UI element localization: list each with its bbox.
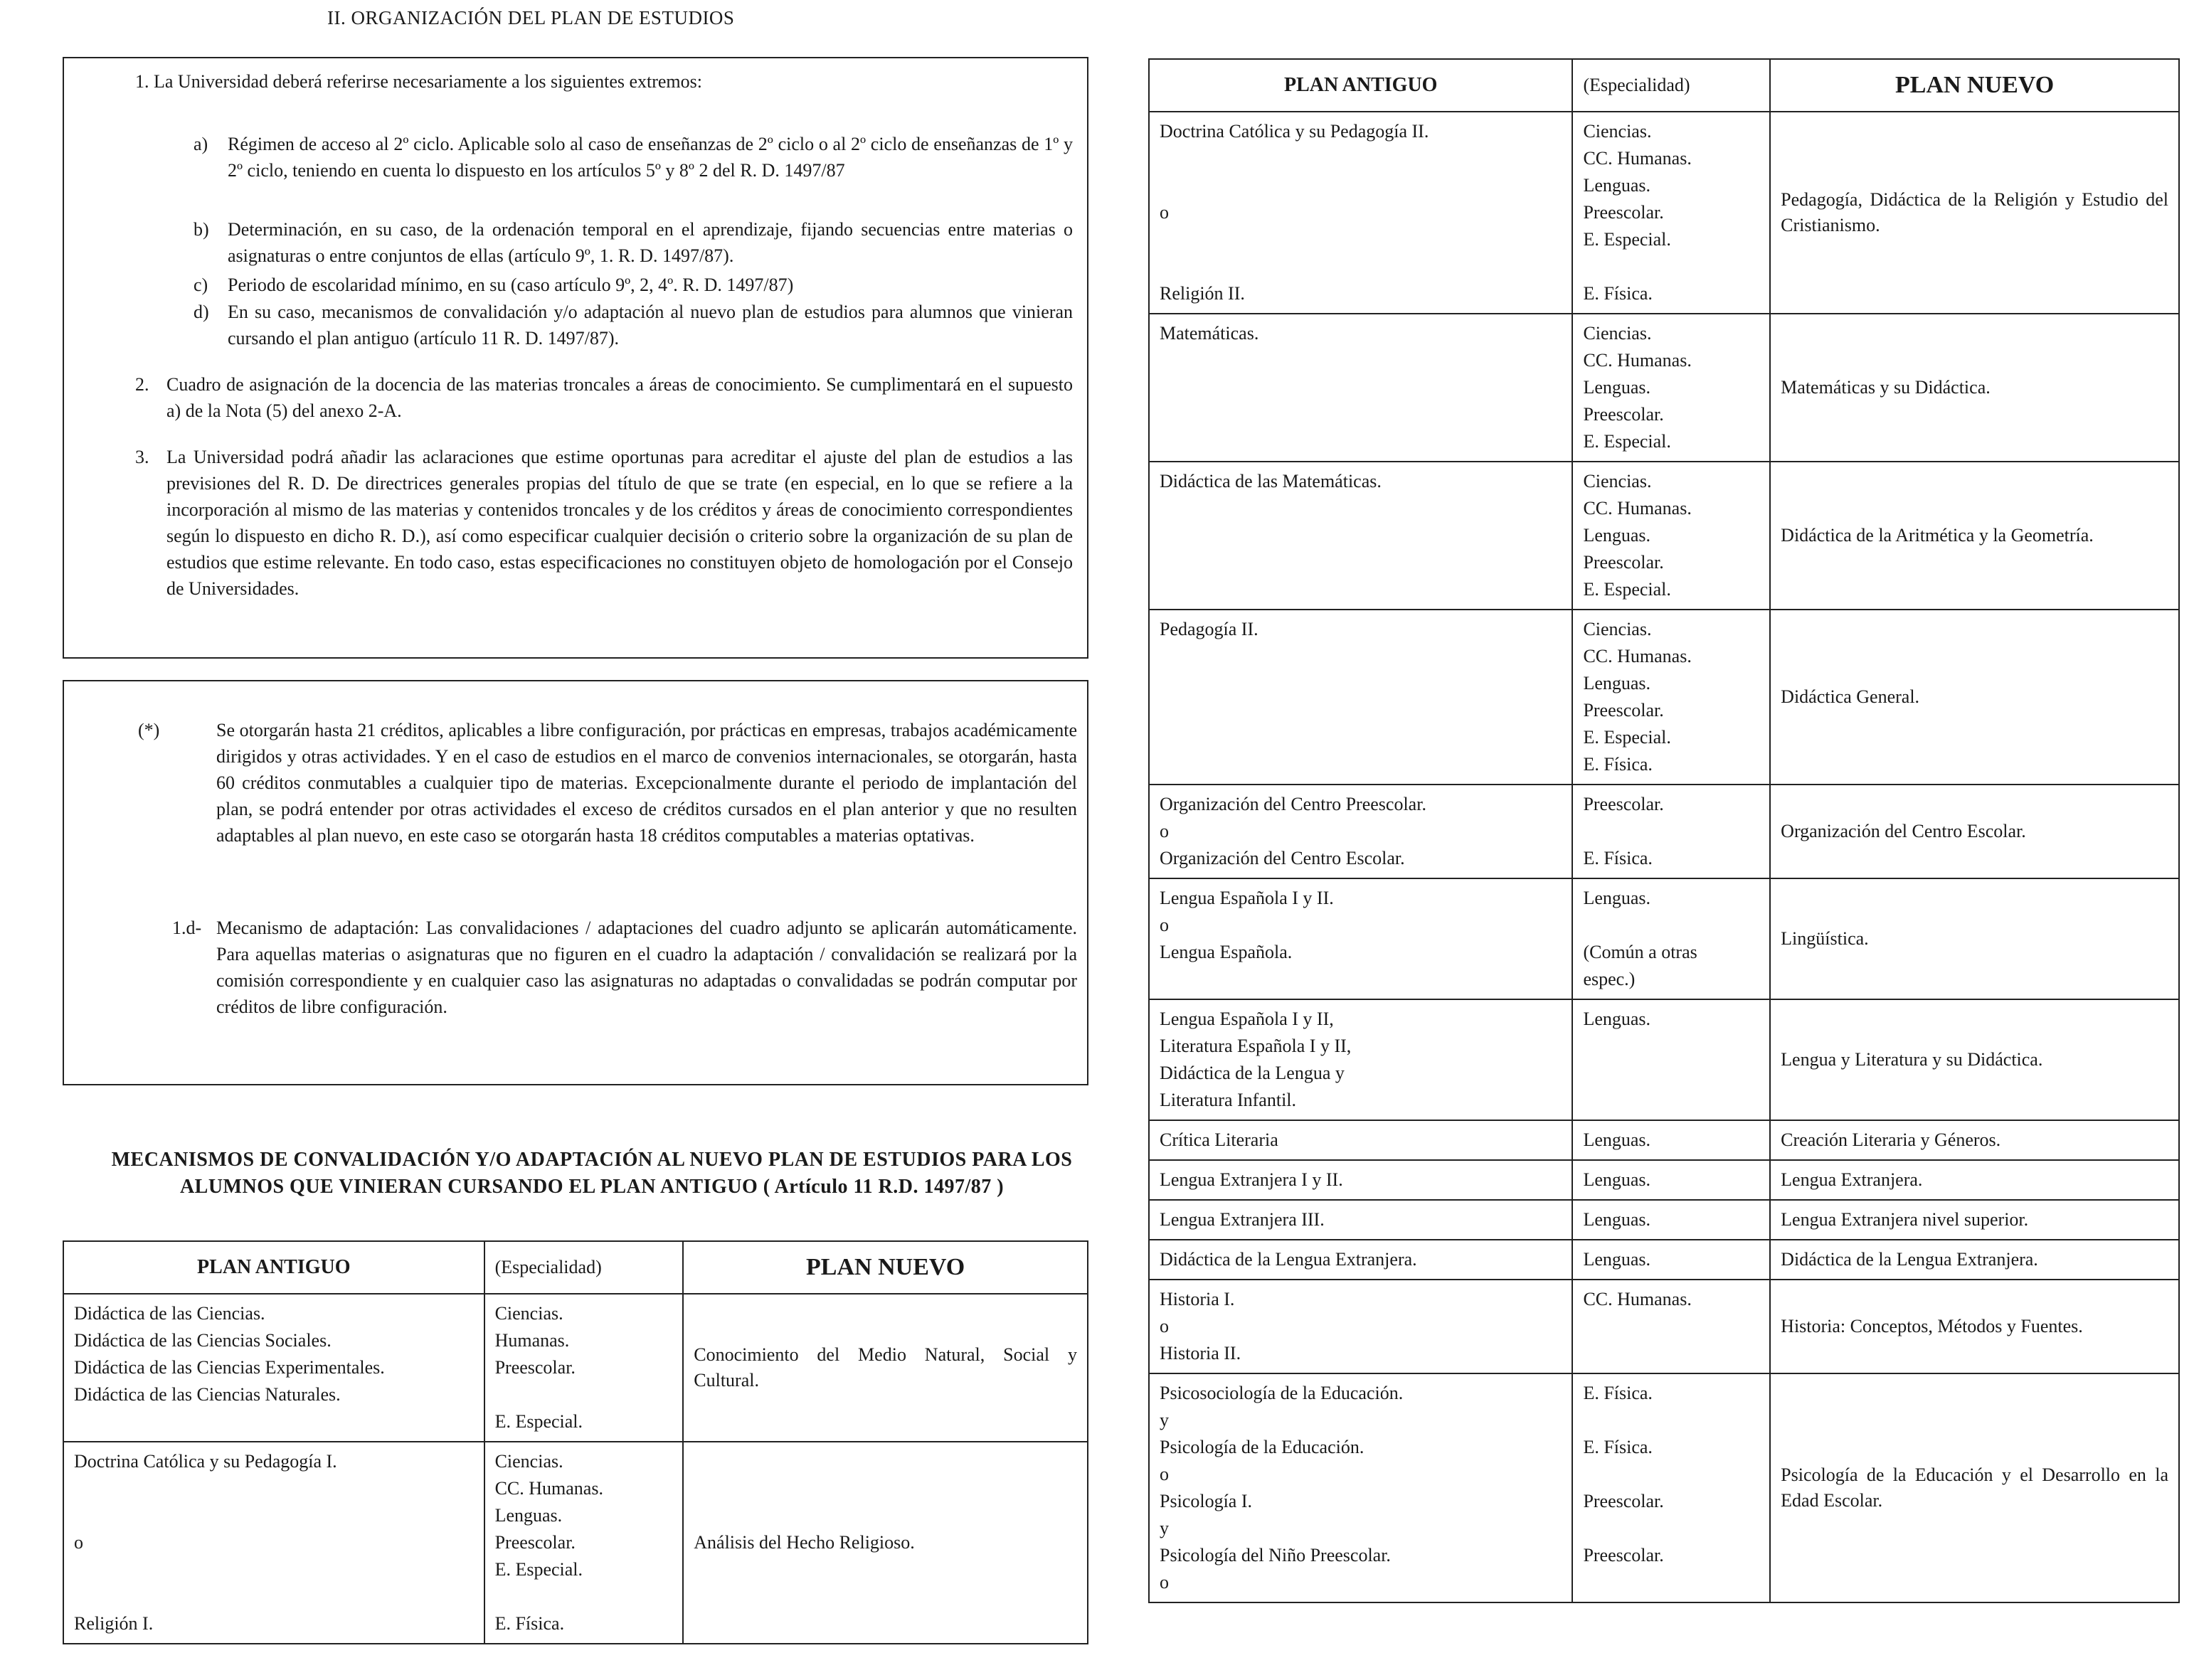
- subject-line: Didáctica de la Lengua Extranjera.: [1160, 1249, 1417, 1270]
- subject-line: Didáctica de la Lengua y: [1160, 1063, 1345, 1083]
- left-adaptation-table: [63, 1240, 1088, 1644]
- specialty-line: CC. Humanas.: [1583, 350, 1692, 371]
- especialidad-cell: [1572, 1373, 1770, 1602]
- new-subject: Psicología de la Educación y el Desarrollo en la Edad Escolar.: [1781, 1464, 2168, 1511]
- subject-line: Lengua Española I y II,: [1160, 1009, 1334, 1029]
- specialty-line: E. Física.: [1583, 1437, 1653, 1457]
- subject-line: Psicosociología de la Educación.: [1160, 1383, 1404, 1403]
- specialty-line: [1583, 912, 1759, 939]
- header-especialidad: (Especialidad): [1572, 59, 1770, 112]
- specialty-line: Lenguas.: [1583, 1249, 1651, 1270]
- plan-nuevo-cell: [1770, 1200, 2179, 1240]
- subject-line: Lengua Extranjera I y II.: [1160, 1169, 1343, 1190]
- item-a-label: a): [194, 134, 208, 154]
- plan-nuevo-cell: [1770, 1160, 2179, 1200]
- subject-line: Didáctica de las Ciencias Naturales.: [74, 1384, 341, 1405]
- new-subject: Análisis del Hecho Religioso.: [694, 1532, 915, 1553]
- plan-nuevo-cell: [1770, 1373, 2179, 1602]
- item-2-number: 2.: [135, 374, 149, 395]
- specialty-line: E. Especial.: [494, 1559, 583, 1580]
- plan-nuevo-cell: [1770, 610, 2179, 785]
- subject-line: Lengua Española.: [1160, 942, 1293, 962]
- header-plan-antiguo: PLAN ANTIGUO: [1149, 59, 1572, 112]
- table-row: [1149, 785, 2179, 878]
- specialty-line: Ciencias.: [1583, 323, 1652, 344]
- item-b: Determinación, en su caso, de la ordenación temporal en el aprendizaje, fijando secuencias entre materias o asignaturas o entre conjuntos de ellas (artículo 9º, 1. R. D. 1497/87).: [228, 219, 1073, 266]
- subject-line: Didáctica de las Ciencias Experimentales.: [74, 1357, 385, 1378]
- subject-line: [74, 1583, 474, 1610]
- table-row: [1149, 878, 2179, 999]
- table-row: [1149, 610, 2179, 785]
- specialty-line: Lenguas.: [1583, 1009, 1651, 1029]
- table-row: [1149, 1120, 2179, 1160]
- subject-line: [1160, 145, 1562, 172]
- table-row: [1149, 112, 2179, 314]
- plan-antiguo-cell: [1149, 1200, 1572, 1240]
- specialty-line: [495, 1381, 673, 1408]
- plan-antiguo-cell: [1149, 1120, 1572, 1160]
- especialidad-cell: [1572, 462, 1770, 610]
- especialidad-cell: [484, 1442, 684, 1644]
- plan-antiguo-cell: [1149, 785, 1572, 878]
- plan-nuevo-cell: [683, 1294, 1088, 1442]
- adaptation-note-label: 1.d-: [172, 918, 202, 938]
- table-row: [1149, 1160, 2179, 1200]
- especialidad-cell: [1572, 785, 1770, 878]
- specialty-line: E. Especial.: [1583, 579, 1671, 600]
- plan-nuevo-cell: [1770, 999, 2179, 1120]
- specialty-line: Ciencias.: [1583, 619, 1652, 639]
- subject-line: Doctrina Católica y su Pedagogía I.: [74, 1451, 337, 1472]
- plan-antiguo-cell: [1149, 1160, 1572, 1200]
- subject-line: [74, 1475, 474, 1502]
- specialty-line: Lenguas.: [494, 1505, 563, 1526]
- new-subject: Lengua Extranjera.: [1781, 1169, 1923, 1190]
- subject-line: Religión I.: [74, 1613, 154, 1634]
- subject-line: Lengua Española I y II.: [1160, 888, 1334, 908]
- subject-line: o: [1160, 1316, 1169, 1336]
- plan-nuevo-cell: [1770, 112, 2179, 314]
- specialty-line: CC. Humanas.: [1583, 646, 1692, 666]
- header-plan-antiguo: PLAN ANTIGUO: [63, 1241, 484, 1294]
- specialty-line: Humanas.: [494, 1330, 570, 1351]
- new-subject: Conocimiento del Medio Natural, Social y Cultural.: [694, 1344, 1077, 1391]
- specialty-line: E. Física.: [1583, 283, 1653, 304]
- subject-line: o: [1160, 1464, 1169, 1484]
- specialty-line: Ciencias.: [494, 1451, 563, 1472]
- subject-line: o: [1160, 915, 1169, 935]
- adaptation-note: Mecanismo de adaptación: Las convalidaciones / adaptaciones del cuadro adjunto se aplicarán automáticamente. Para aquellas materias o asignaturas que no figuren en el cuadro la adaptación / convalidación se realizará por la comisión correspondiente y en cualquier caso las asignaturas no adaptadas o convalidadas se podrán computar por créditos de libre configuración.: [216, 918, 1077, 1017]
- table-row: [1149, 462, 2179, 610]
- especialidad-cell: [1572, 1160, 1770, 1200]
- subject-line: Historia II.: [1160, 1343, 1241, 1363]
- specialty-line: Preescolar.: [1583, 1491, 1664, 1511]
- subject-line: Organización del Centro Preescolar.: [1160, 794, 1426, 814]
- specialty-line: (Común a otras: [1583, 942, 1697, 962]
- item-2: Cuadro de asignación de la docencia de las materias troncales a áreas de conocimiento. Se cumplimentará en el supuesto a) de la Nota (5) del anexo 2-A.: [166, 374, 1073, 421]
- subject-line: Matemáticas.: [1160, 323, 1259, 344]
- plan-nuevo-cell: [683, 1442, 1088, 1644]
- requirements-box: [63, 57, 1088, 659]
- plan-antiguo-cell: [1149, 314, 1572, 462]
- table-row: [1149, 314, 2179, 462]
- specialty-line: Preescolar.: [1583, 700, 1664, 721]
- new-subject: Lengua y Literatura y su Didáctica.: [1781, 1049, 2043, 1070]
- specialty-line: Preescolar.: [1583, 552, 1664, 573]
- item-b-label: b): [194, 219, 209, 240]
- plan-antiguo-cell: [1149, 878, 1572, 999]
- item-d: En su caso, mecanismos de convalidación y/o adaptación al nuevo plan de estudios para alumnos que vinieran cursando el plan antiguo (artículo 11 R. D. 1497/87).: [228, 302, 1073, 349]
- especialidad-cell: [1572, 1120, 1770, 1160]
- subject-line: [1160, 253, 1562, 280]
- specialty-line: Preescolar.: [1583, 404, 1664, 425]
- subject-line: y: [1160, 1518, 1169, 1538]
- subject-line: Didáctica de las Ciencias Sociales.: [74, 1330, 332, 1351]
- subject-line: Literatura Infantil.: [1160, 1090, 1297, 1110]
- notes-box: [63, 680, 1088, 1085]
- table-row: [1149, 999, 2179, 1120]
- specialty-line: Lenguas.: [1583, 377, 1651, 398]
- subject-line: [1160, 172, 1562, 199]
- new-subject: Matemáticas y su Didáctica.: [1781, 377, 1991, 398]
- plan-antiguo-cell: [1149, 1240, 1572, 1280]
- especialidad-cell: [1572, 610, 1770, 785]
- especialidad-cell: [1572, 878, 1770, 999]
- subject-line: o: [74, 1532, 83, 1553]
- specialty-line: Lenguas.: [1583, 1169, 1651, 1190]
- plan-antiguo-cell: [1149, 462, 1572, 610]
- specialty-line: E. Física.: [1583, 1383, 1653, 1403]
- new-subject: Didáctica General.: [1781, 686, 1920, 707]
- table-row: [63, 1442, 1088, 1644]
- subject-line: [74, 1502, 474, 1529]
- subject-line: o: [1160, 1572, 1169, 1593]
- subject-line: Lengua Extranjera III.: [1160, 1209, 1325, 1230]
- plan-nuevo-cell: [1770, 878, 2179, 999]
- plan-antiguo-cell: [1149, 610, 1572, 785]
- new-subject: Pedagogía, Didáctica de la Religión y Estudio del Cristianismo.: [1781, 189, 2168, 235]
- item-3: La Universidad podrá añadir las aclaraciones que estime oportunas para acreditar el ajuste del plan de estudios a las previsiones del R. D. De directrices generales propias del título de que se trate (en especial, en lo que se refiere a la incorporación al mismo de las materias y contenidos troncales y de los créditos y áreas de conocimiento correspondientes según lo dispuesto en dicho R. D.), así como especificar cualquier decisión o criterio sobre la organización de su plan de estudios que estime relevante. En todo caso, estas especificaciones no constituyen objeto de homologación por el Consejo de Universidades.: [166, 447, 1073, 599]
- specialty-line: CC. Humanas.: [1583, 1289, 1692, 1309]
- specialty-line: [1583, 253, 1759, 280]
- specialty-line: Preescolar.: [1583, 794, 1664, 814]
- table-row: [1149, 1280, 2179, 1373]
- specialty-line: E. Física.: [494, 1613, 565, 1634]
- specialty-line: E. Especial.: [1583, 229, 1671, 250]
- subject-line: o: [1160, 202, 1169, 223]
- new-subject: Lengua Extranjera nivel superior.: [1781, 1209, 2029, 1230]
- specialty-line: Ciencias.: [1583, 471, 1652, 491]
- star-note-label: (*): [138, 720, 160, 740]
- subject-line: [74, 1556, 474, 1583]
- especialidad-cell: [1572, 314, 1770, 462]
- item-c: Periodo de escolaridad mínimo, en su (caso artículo 9º, 2, 4º. R. D. 1497/87): [228, 275, 794, 295]
- specialty-line: espec.): [1583, 969, 1636, 989]
- new-subject: Didáctica de la Lengua Extranjera.: [1781, 1249, 2038, 1270]
- star-note: Se otorgarán hasta 21 créditos, aplicables a libre configuración, por prácticas en empresas, trabajos académicamente dirigidos y otras actividades. Y en el caso de estudios en el marco de convenios internacionales, se otorgarán, hasta 60 créditos conmutables a cualquier tipo de materias. Excepcionalmente durante el periodo de implantación del plan, se podrá entender por otras actividades el exceso de créditos cursados en el plan anterior y que no resulten adaptables al plan nuevo, en este caso se otorgarán hasta 18 créditos computables a materias optativas.: [216, 720, 1077, 846]
- plan-nuevo-cell: [1770, 1240, 2179, 1280]
- header-plan-nuevo: PLAN NUEVO: [1770, 59, 2179, 112]
- especialidad-cell: [1572, 999, 1770, 1120]
- plan-nuevo-cell: [1770, 462, 2179, 610]
- plan-nuevo-cell: [1770, 1120, 2179, 1160]
- specialty-line: Lenguas.: [1583, 175, 1651, 196]
- item-d-label: d): [194, 302, 209, 322]
- especialidad-cell: [1572, 112, 1770, 314]
- header-especialidad: (Especialidad): [484, 1241, 684, 1294]
- item-3-number: 3.: [135, 447, 149, 467]
- specialty-line: Preescolar.: [494, 1532, 576, 1553]
- new-subject: Didáctica de la Aritmética y la Geometría.: [1781, 525, 2094, 546]
- table-header-row: [1149, 59, 2179, 112]
- specialty-line: Lenguas.: [1583, 673, 1651, 693]
- plan-antiguo-cell: [1149, 999, 1572, 1120]
- subject-line: Psicología del Niño Preescolar.: [1160, 1545, 1391, 1565]
- table-header-row: [63, 1241, 1088, 1294]
- especialidad-cell: [1572, 1240, 1770, 1280]
- specialty-line: CC. Humanas.: [494, 1478, 603, 1499]
- subject-line: y: [1160, 1410, 1169, 1430]
- specialty-line: [1583, 1461, 1759, 1488]
- specialty-line: Preescolar.: [1583, 202, 1664, 223]
- plan-antiguo-cell: [1149, 1373, 1572, 1602]
- plan-nuevo-cell: [1770, 785, 2179, 878]
- table-row: [1149, 1240, 2179, 1280]
- plan-antiguo-cell: [1149, 112, 1572, 314]
- right-table-body: [1149, 112, 2179, 1602]
- table-row: [63, 1294, 1088, 1442]
- especialidad-cell: [1572, 1200, 1770, 1240]
- specialty-line: Lenguas.: [1583, 525, 1651, 546]
- table-row: [1149, 1200, 2179, 1240]
- plan-nuevo-cell: [1770, 314, 2179, 462]
- specialty-line: E. Especial.: [1583, 431, 1671, 452]
- new-subject: Historia: Conceptos, Métodos y Fuentes.: [1781, 1316, 2083, 1336]
- specialty-line: [1583, 818, 1759, 845]
- especialidad-cell: [484, 1294, 684, 1442]
- subject-line: Organización del Centro Escolar.: [1160, 848, 1405, 868]
- plan-nuevo-cell: [1770, 1280, 2179, 1373]
- specialty-line: E. Especial.: [1583, 727, 1671, 748]
- subject-line: Didáctica de las Ciencias.: [74, 1303, 265, 1324]
- specialty-line: E. Especial.: [494, 1411, 583, 1432]
- right-adaptation-table: [1148, 58, 2180, 1603]
- specialty-line: [495, 1583, 673, 1610]
- table-row: [1149, 1373, 2179, 1602]
- specialty-line: [1583, 1515, 1759, 1542]
- header-plan-nuevo: PLAN NUEVO: [683, 1241, 1088, 1294]
- plan-antiguo-cell: [63, 1294, 484, 1442]
- left-table-body: [63, 1294, 1088, 1644]
- subject-line: Literatura Española I y II,: [1160, 1036, 1352, 1056]
- item-a: Régimen de acceso al 2º ciclo. Aplicable solo al caso de enseñanzas de 2º ciclo o al 2º ciclo de enseñanzas de 1º y 2º ciclo, teniendo en cuenta lo dispuesto en los artículos 5º y 8º 2 del R. D. 1497/87: [228, 134, 1073, 181]
- specialty-line: CC. Humanas.: [1583, 498, 1692, 519]
- specialty-line: Ciencias.: [1583, 121, 1652, 142]
- new-subject: Organización del Centro Escolar.: [1781, 821, 2026, 841]
- item-c-label: c): [194, 275, 208, 295]
- subject-line: o: [1160, 821, 1169, 841]
- specialty-line: Lenguas.: [1583, 1129, 1651, 1150]
- new-subject: Lingüística.: [1781, 928, 1869, 949]
- plan-antiguo-cell: [1149, 1280, 1572, 1373]
- subject-line: Religión II.: [1160, 283, 1245, 304]
- specialty-line: Lenguas.: [1583, 1209, 1651, 1230]
- especialidad-cell: [1572, 1280, 1770, 1373]
- specialty-line: Lenguas.: [1583, 888, 1651, 908]
- subject-line: [1160, 226, 1562, 253]
- new-subject: Creación Literaria y Géneros.: [1781, 1129, 2001, 1150]
- item-1: 1. La Universidad deberá referirse necesariamente a los siguientes extremos:: [135, 71, 702, 92]
- specialty-line: CC. Humanas.: [1583, 148, 1692, 169]
- subject-line: Psicología I.: [1160, 1491, 1252, 1511]
- subject-line: Crítica Literaria: [1160, 1129, 1278, 1150]
- specialty-line: E. Física.: [1583, 848, 1653, 868]
- subject-line: Didáctica de las Matemáticas.: [1160, 471, 1382, 491]
- section-heading: II. ORGANIZACIÓN DEL PLAN DE ESTUDIOS: [327, 7, 735, 28]
- plan-antiguo-cell: [63, 1442, 484, 1644]
- subject-line: Pedagogía II.: [1160, 619, 1258, 639]
- mechanisms-title: MECANISMOS DE CONVALIDACIÓN Y/O ADAPTACIÓN AL NUEVO PLAN DE ESTUDIOS PARA LOS ALUMNOS QUE VINIERAN CURSANDO EL PLAN ANTIGUO ( Artículo 11 R.D. 1497/87 ): [111, 1149, 1073, 1198]
- specialty-line: Preescolar.: [1583, 1545, 1664, 1565]
- specialty-line: Ciencias.: [494, 1303, 563, 1324]
- specialty-line: Preescolar.: [494, 1357, 576, 1378]
- subject-line: Historia I.: [1160, 1289, 1235, 1309]
- specialty-line: E. Física.: [1583, 754, 1653, 775]
- subject-line: Doctrina Católica y su Pedagogía II.: [1160, 121, 1429, 142]
- specialty-line: [1583, 1407, 1759, 1434]
- subject-line: Psicología de la Educación.: [1160, 1437, 1364, 1457]
